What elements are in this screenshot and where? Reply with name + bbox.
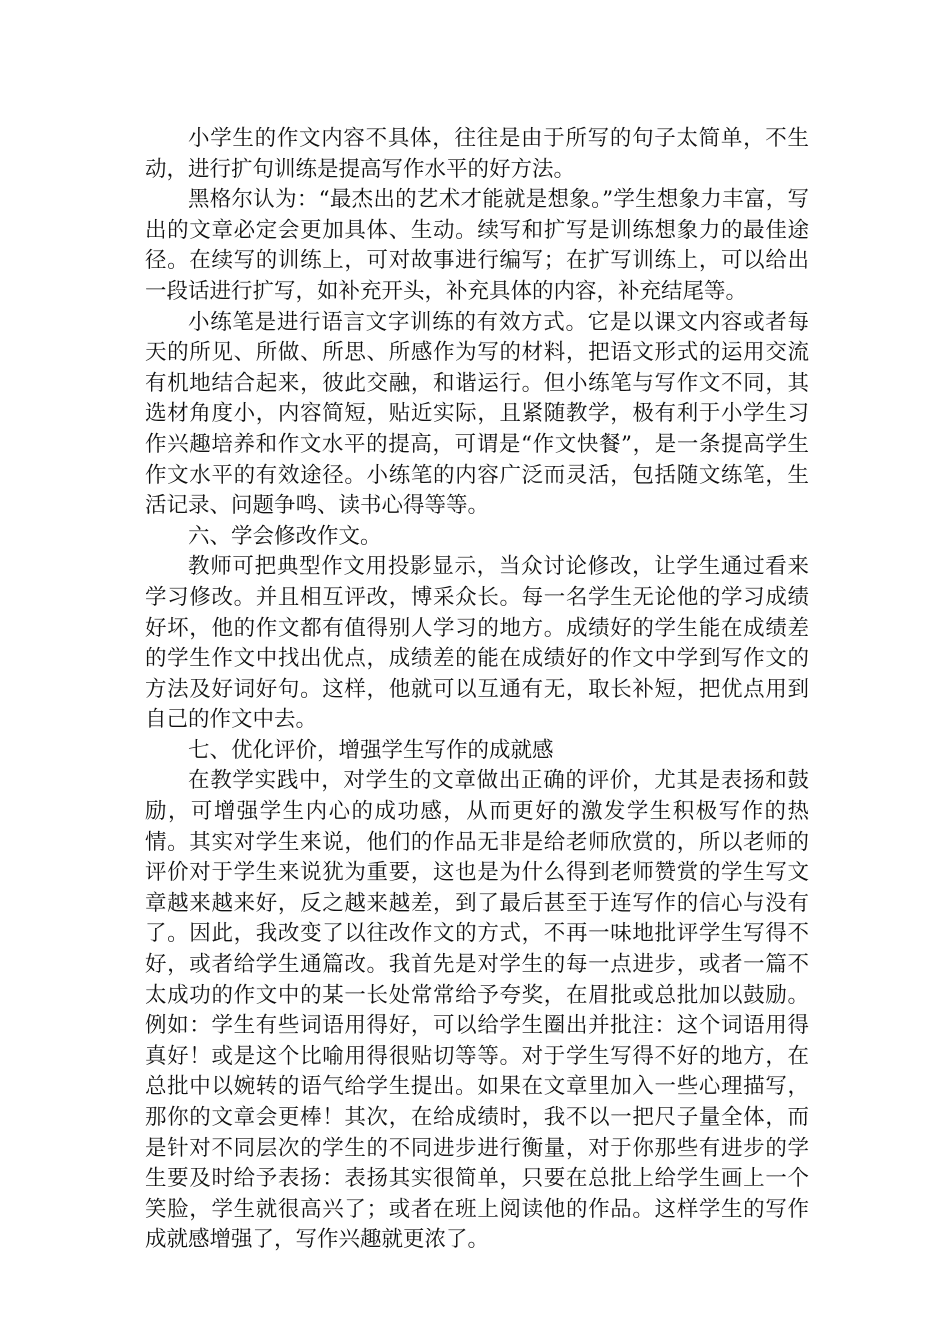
paragraph-short-writing-practice: 小练笔是进行语言文字训练的有效方式。它是以课文内容或者每天的所见、所做、所思、所感作为写的材料，把语文形式的运用交流有机地结合起来，彼此交融，和谐运行。但小练笔与写作文不同，其选材角度小，内容简短，贴近实际，且紧随教学，极有利于小学生习作兴趣培养和作文水平的提高，可谓是“作文快餐”，是一条提高学生作文水平的有效途径。小练笔的内容广泛而灵活，包括随文练笔，生活记录、问题争鸣、读书心得等等。: [145, 309, 809, 519]
paragraph-peer-revision: 教师可把典型作文用投影显示，当众讨论修改，让学生通过看来学习修改。并且相互评改，博采众长。每一名学生无论他的学习成绩好坏，他的作文都有值得别人学习的地方。成绩好的学生能在成绩差的学生作文中找出优点，成绩差的能在成绩好的作文中学到写作文的方法及好词好句。这样，他就可以互通有无，取长补短，把优点用到自己的作文中去。: [145, 554, 809, 733]
paragraph-imagination: 黑格尔认为：“最杰出的艺术才能就是想象。”学生想象力丰富，写出的文章必定会更加具体、生动。续写和扩写是训练想象力的最佳途径。在续写的训练上，可对故事进行编写；在扩写训练上，可以给出一段话进行扩写，如补充开头，补充具体的内容，补充结尾等。: [145, 187, 809, 304]
section-heading-optimize-evaluation: 七、优化评价，增强学生写作的成就感: [188, 737, 554, 763]
document-body: [145, 124, 809, 1256]
paragraph-evaluation-encouragement: 在教学实践中，对学生的文章做出正确的评价，尤其是表扬和鼓励，可增强学生内心的成功感，从而更好的激发学生积极写作的热情。其实对学生来说，他们的作品无非是给老师欣赏的，所以老师的评价对于学生来说犹为重要，这也是为什么得到老师赞赏的学生写文章越来越来好，反之越来越差，到了最后甚至于连写作的信心与没有了。因此，我改变了以往改作文的方式，不再一味地批评学生写得不好，或者给学生通篇改。我首先是对学生的每一点进步，或者一篇不太成功的作文中的某一长处常常给予夸奖，在眉批或总批加以鼓励。例如：学生有些词语用得好，可以给学生圈出并批注：这个词语用得真好！或是这个比喻用得很贴切等等。对于学生写得不好的地方，在总批中以婉转的语气给学生提出。如果在文章里加入一些心理描写，那你的文章会更棒！其次，在给成绩时，我不以一把尺子量全体，而是针对不同层次的学生的不同进步进行衡量，对于你那些有进步的学生要及时给予表扬：表扬其实很简单，只要在总批上给学生画上一个笑脸，学生就很高兴了；或者在班上阅读他的作品。这样学生的写作成就感增强了，写作兴趣就更浓了。: [145, 768, 809, 1253]
paragraph-expand-sentences: 小学生的作文内容不具体，往往是由于所写的句子太简单，不生动，进行扩句训练是提高写作水平的好方法。: [145, 126, 809, 182]
section-heading-revise-compositions: 六、学会修改作文。: [188, 523, 382, 549]
